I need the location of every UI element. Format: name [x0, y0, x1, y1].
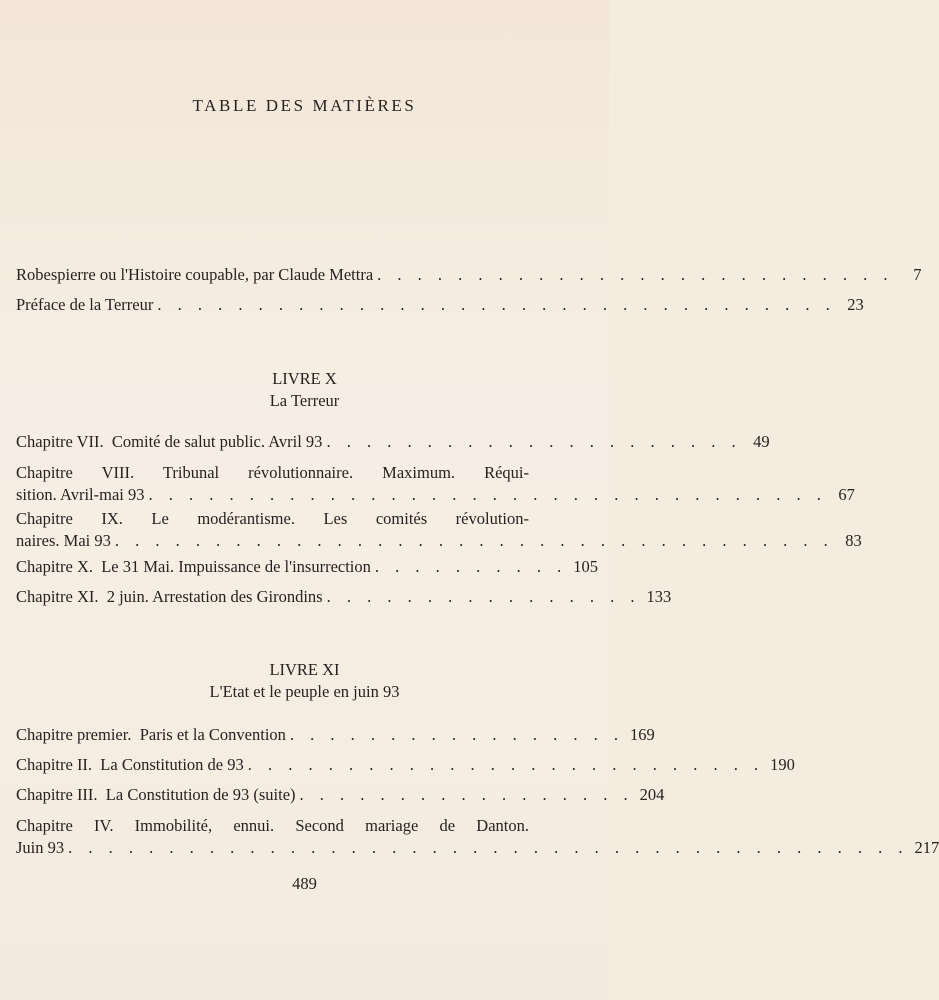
leader-dots: . . . . . . . . . . . . . . . . . . . . . . . . . . . . . . . . . . . . . . . . . . — [68, 838, 909, 857]
book-subtitle: L'Etat et le peuple en juin 93 — [209, 682, 400, 701]
page-number: 204 — [639, 785, 665, 804]
toc-entry-preface — [16, 294, 864, 316]
leader-dots: . . . . . . . . . . . . . . . . . . . . . . . . . . . . . . . . . . — [157, 295, 836, 314]
entry-title-line-1: Chapitre VIII. Tribunal révolutionnaire. Maximum. Réqui- — [16, 463, 529, 482]
leader-dots: . . . . . . . . . . . . . . . . . . . . . — [326, 432, 742, 451]
entry-title-line-2: Juin 93 — [16, 838, 65, 857]
entry-title: Chapitre II. La Constitution de 93 — [16, 755, 244, 774]
leader-dots: . . . . . . . . . . — [374, 557, 568, 576]
entry-title: Robespierre ou l'Histoire coupable, par Claude Mettra — [16, 265, 374, 284]
page-number: 83 — [845, 531, 862, 550]
entry-title: Chapitre XI. 2 juin. Arrestation des Girondins — [16, 587, 323, 606]
page-title: TABLE DES MATIÈRES — [192, 96, 417, 115]
book-heading: LIVRE XI — [269, 660, 340, 679]
page-number: 169 — [630, 725, 655, 744]
leader-dots: . . . . . . . . . . . . . . . . . . . . . . . . . . — [377, 265, 894, 284]
entry-title: Préface de la Terreur — [16, 295, 154, 314]
leader-dots: . . . . . . . . . . . . . . . . . . . . . . . . . . . . . . . . . . . . — [114, 531, 834, 550]
leader-dots: . . . . . . . . . . . . . . . . . . . . . . . . . . — [247, 755, 765, 774]
toc-entry-chapitre-iii — [16, 784, 665, 806]
book-subtitle: La Terreur — [269, 391, 340, 410]
page-number: 7 — [913, 265, 922, 284]
book-heading: LIVRE X — [272, 369, 337, 388]
toc-entry-chapitre-x — [16, 556, 599, 578]
toc-entry-chapitre-ii — [16, 754, 795, 776]
entry-title: Chapitre premier. Paris et la Convention — [16, 725, 286, 744]
page-number: 67 — [838, 485, 855, 504]
toc-entry-chapitre-xi — [16, 586, 672, 608]
entry-title: Chapitre VII. Comité de salut public. Avril 93 — [16, 432, 323, 451]
toc-entry-chapitre-vii — [16, 431, 770, 453]
entry-title-line-1: Chapitre IV. Immobilité, ennui. Second mariage de Danton. — [16, 816, 529, 835]
toc-entry-chapitre-premier — [16, 724, 655, 746]
leader-dots: . . . . . . . . . . . . . . . . . — [299, 785, 634, 804]
page-number: 105 — [573, 557, 599, 576]
page-folio: 489 — [292, 874, 317, 893]
entry-title: Chapitre X. Le 31 Mai. Impuissance de l'insurrection — [16, 557, 371, 576]
toc-entry-chapitre-iv — [16, 815, 939, 859]
page-number: 133 — [646, 587, 672, 606]
leader-dots: . . . . . . . . . . . . . . . . . . . . . . . . . . . . . . . . . . — [148, 485, 827, 504]
toc-entry-chapitre-viii — [16, 462, 855, 506]
leader-dots: . . . . . . . . . . . . . . . . . — [289, 725, 625, 744]
entry-title-line-2: naires. Mai 93 — [16, 531, 111, 550]
toc-entry-robespierre — [16, 264, 922, 286]
entry-title: Chapitre III. La Constitution de 93 (suite) — [16, 785, 296, 804]
leader-dots: . . . . . . . . . . . . . . . . — [326, 587, 641, 606]
entry-title-line-2: sition. Avril-mai 93 — [16, 485, 145, 504]
page-number: 23 — [847, 295, 864, 314]
toc-entry-chapitre-ix — [16, 508, 862, 552]
entry-title-line-1: Chapitre IX. Le modérantisme. Les comités révolution- — [16, 509, 529, 528]
page-number: 217 — [914, 838, 939, 857]
page-number: 190 — [770, 755, 795, 774]
page-number: 49 — [753, 432, 770, 451]
